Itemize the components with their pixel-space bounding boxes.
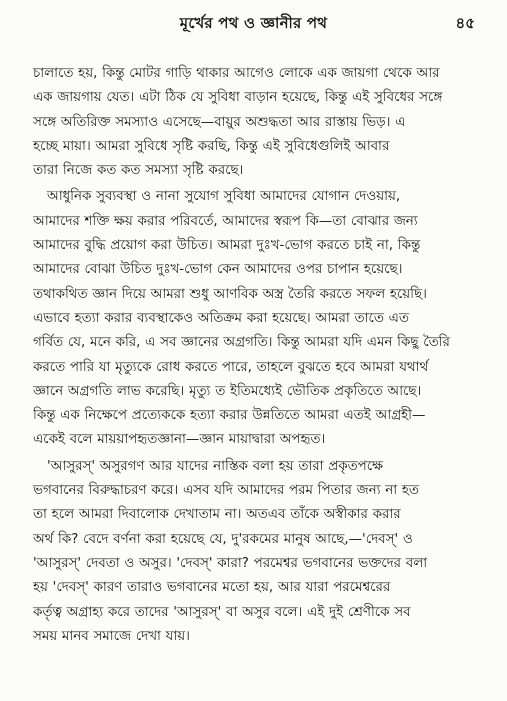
- text-line: জ্ঞানে অগ্রগতি লাভ করেছি। মৃত্যু ত ইতিমধ্যেই ভৌতিক প্রকৃতিতে আছে।: [33, 383, 422, 399]
- text-line: হচ্ছে মায়া। আমরা সুবিধে সৃষ্টি করছি, কিন্তু এই সুবিধেগুলিই আবার: [33, 138, 390, 154]
- text-line: করতে পারি যা মৃত্যুকে রোধ করতে পারে, তাহলে বুঝতে হবে আমরা যথার্থ: [33, 359, 429, 375]
- text-line: কিন্তু এক নিক্ষেপে প্রত্যেককে হত্যা করার উন্নতিতে আমরা এতই আগ্রহী—: [33, 408, 426, 424]
- page-header: [0, 12, 507, 38]
- text-line: আমাদের বুদ্ধি প্রয়োগ করা উচিত। আমরা দুঃখ-ভোগ করতে চাই না, কিন্তু: [33, 238, 421, 254]
- text-line: তা হলে আমরা দিবালোক দেখাতাম না। অতএব তাঁকে অস্বীকার করার: [33, 507, 401, 523]
- chapter-title: মূর্খের পথ ও জ্ঞানীর পথ: [179, 14, 328, 32]
- page-number: ৪৫: [455, 14, 475, 32]
- body-text: [33, 62, 481, 651]
- text-line: আমাদের বোঝা উচিত দুঃখ-ভোগ কেন আমাদের ওপর চাপান হয়েছে।: [33, 262, 403, 278]
- text-line: 'আসুরস্' দেবতা ও অসুর। 'দেবস্' কারা? পরমেশ্বর ভগবানের ভক্তদের বলা: [33, 555, 428, 571]
- paragraph-2: [33, 185, 481, 452]
- text-line: সঙ্গে অতিরিক্ত সমস্যাও এসেছে—বায়ুর অশুদ্ধতা আর রাস্তায় ভিড়। এ: [33, 114, 406, 130]
- text-line: তারা নিজে কত কত সমস্যা সৃষ্টি করছে।: [33, 163, 244, 179]
- paragraph-1: [33, 62, 481, 183]
- text-line: এভাবে হত্যা করার ব্যবস্থাকেও অতিক্রম করা হয়েছে। আমরা তাতে এত: [33, 310, 409, 326]
- text-line: ভগবানের বিরুদ্ধাচরণ করে। এসব যদি আমাদের পরম পিতার জন্য না হত: [33, 483, 419, 499]
- text-line: তথাকথিত জ্ঞান দিয়ে আমরা শুধু আণবিক অস্ত্র তৈরি করতে সফল হয়েছি।: [33, 286, 427, 302]
- text-line: কর্তৃত্ব অগ্রাহ্য করে তাদের 'আসুরস্' বা অসুর বলে। এই দুই শ্রেণীকে সব: [33, 604, 411, 620]
- text-line: এক জায়গায় যেত। এটা ঠিক যে সুবিধা বাড়ান হয়েছে, কিন্তু এই সুবিধের সঙ্গে: [33, 90, 443, 106]
- text-line: সময় মানব সমাজে দেখা যায়।: [33, 628, 190, 644]
- text-line: গর্বিত যে, মনে করি, এ সব জ্ঞানের অগ্রগতি। কিন্তু আমরা যদি এমন কিছু তৈরি: [33, 335, 450, 351]
- text-line: চালাতে হয়, কিন্তু মোটর গাড়ি থাকার আগেও লোকে এক জায়গা থেকে আর: [33, 66, 440, 81]
- paragraph-3: [33, 455, 481, 649]
- text-line: অর্থ কি? বেদে বর্ণনা করা হয়েছে যে, দু'রকমের মানুষ আছে,—'দেবস্' ও: [33, 531, 413, 547]
- text-line: 'আসুরস্' অসুরগণ আর যাদের নাস্তিক বলা হয় তারা প্রকৃতপক্ষে: [47, 458, 383, 474]
- text-line: একেই বলে মায়য়াপহৃতজ্ঞানা—জ্ঞান মায়াদ্বারা অপহৃত।: [33, 432, 326, 448]
- text-line: আধুনিক সুব্যবস্থা ও নানা সুযোগ সুবিধা আমাদের যোগান দেওয়ায়,: [47, 189, 401, 205]
- text-line: হয় 'দেবস্' কারণ তারাও ভগবানের মতো হয়, আর যারা পরমেশ্বরের: [33, 580, 391, 596]
- text-line: আমাদের শক্তি ক্ষয় করার পরিবর্তে, আমাদের স্বরূপ কি—তা বোঝার জন্য: [33, 213, 418, 229]
